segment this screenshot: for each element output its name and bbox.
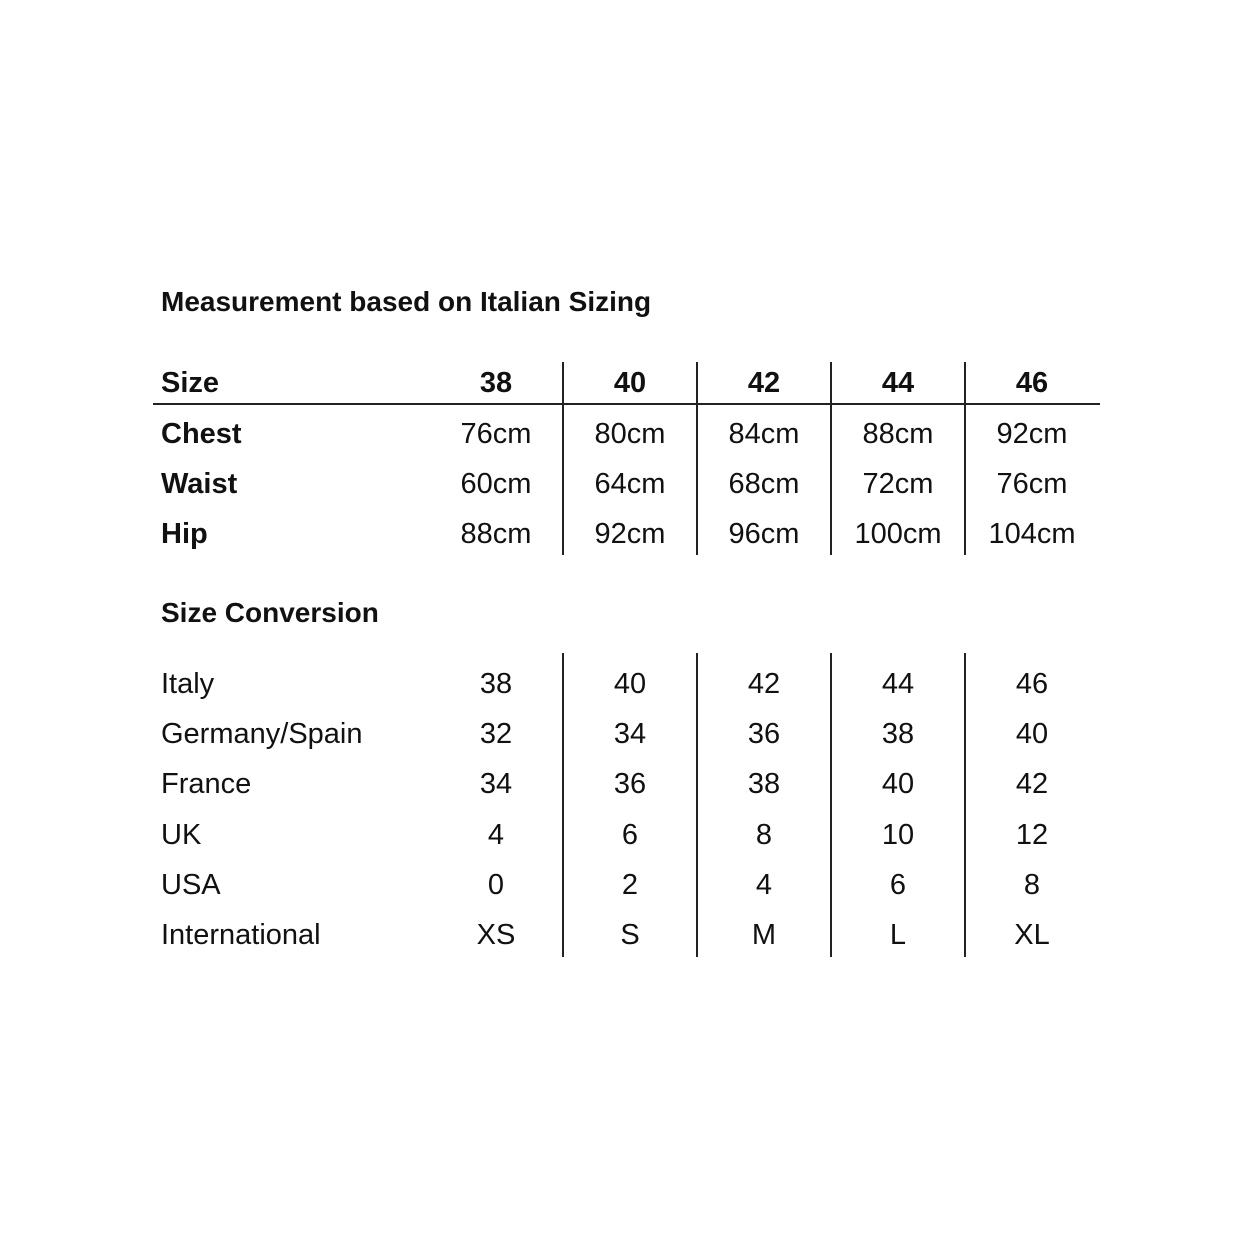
header-row [0, 358, 1250, 408]
table-cell: 4 [755, 869, 773, 901]
table-row [0, 910, 1250, 960]
row-label: Hip [161, 518, 208, 550]
table-cell: XS [476, 919, 516, 951]
table-cell: 6 [621, 819, 639, 851]
table-cell: 64cm [594, 468, 666, 500]
table-cell: L [889, 919, 907, 951]
size-header: 40 [613, 367, 647, 399]
table-cell: 6 [889, 869, 907, 901]
table-row [0, 409, 1250, 459]
row-label: Chest [161, 418, 242, 450]
table-row [0, 709, 1250, 759]
row-label: USA [161, 869, 221, 901]
table-cell: 96cm [728, 518, 800, 550]
measurement-title: Measurement based on Italian Sizing [161, 286, 652, 317]
conversion-title: Size Conversion [161, 597, 379, 628]
table-cell: 40 [881, 768, 915, 800]
header-divider [153, 403, 1100, 405]
column-divider [830, 653, 832, 957]
table-cell: 84cm [728, 418, 800, 450]
table-cell: 46 [1015, 668, 1049, 700]
column-divider [964, 653, 966, 957]
table-cell: 76cm [996, 468, 1068, 500]
size-header: 46 [1015, 367, 1049, 399]
column-divider [562, 653, 564, 957]
table-row [0, 860, 1250, 910]
table-cell: 72cm [862, 468, 934, 500]
table-cell: 100cm [854, 518, 942, 550]
row-label: UK [161, 819, 202, 851]
table-cell: 32 [479, 718, 513, 750]
size-header: 44 [881, 367, 915, 399]
table-cell: 92cm [996, 418, 1068, 450]
table-cell: 40 [613, 668, 647, 700]
table-row [0, 509, 1250, 559]
row-label: International [161, 919, 321, 951]
table-cell: 38 [881, 718, 915, 750]
table-cell: 38 [747, 768, 781, 800]
table-cell: 44 [881, 668, 915, 700]
table-row [0, 810, 1250, 860]
table-row [0, 759, 1250, 809]
table-cell: 38 [479, 668, 513, 700]
table-cell: 34 [613, 718, 647, 750]
size-header: 38 [479, 367, 513, 399]
table-cell: 0 [487, 869, 505, 901]
table-cell: 68cm [728, 468, 800, 500]
header-label: Size [161, 367, 220, 399]
column-divider [964, 362, 966, 555]
row-label: Italy [161, 668, 215, 700]
column-divider [696, 362, 698, 555]
table-cell: 2 [621, 869, 639, 901]
table-row [0, 659, 1250, 709]
table-cell: 60cm [460, 468, 532, 500]
table-cell: 76cm [460, 418, 532, 450]
table-cell: 12 [1015, 819, 1049, 851]
table-cell: 88cm [460, 518, 532, 550]
table-cell: 34 [479, 768, 513, 800]
row-label: Waist [161, 468, 238, 500]
table-cell: 4 [487, 819, 505, 851]
table-cell: 8 [755, 819, 773, 851]
table-cell: 80cm [594, 418, 666, 450]
table-cell: XL [1014, 919, 1050, 951]
column-divider [696, 653, 698, 957]
table-cell: S [620, 919, 640, 951]
row-label: Germany/Spain [161, 718, 363, 750]
table-cell: 92cm [594, 518, 666, 550]
table-cell: 40 [1015, 718, 1049, 750]
row-label: France [161, 768, 252, 800]
table-cell: M [751, 919, 777, 951]
table-row [0, 459, 1250, 509]
column-divider [562, 362, 564, 555]
table-cell: 36 [747, 718, 781, 750]
table-cell: 8 [1023, 869, 1041, 901]
table-cell: 10 [881, 819, 915, 851]
table-cell: 42 [747, 668, 781, 700]
table-cell: 88cm [862, 418, 934, 450]
size-header: 42 [747, 367, 781, 399]
table-cell: 36 [613, 768, 647, 800]
table-cell: 42 [1015, 768, 1049, 800]
table-cell: 104cm [988, 518, 1076, 550]
column-divider [830, 362, 832, 555]
